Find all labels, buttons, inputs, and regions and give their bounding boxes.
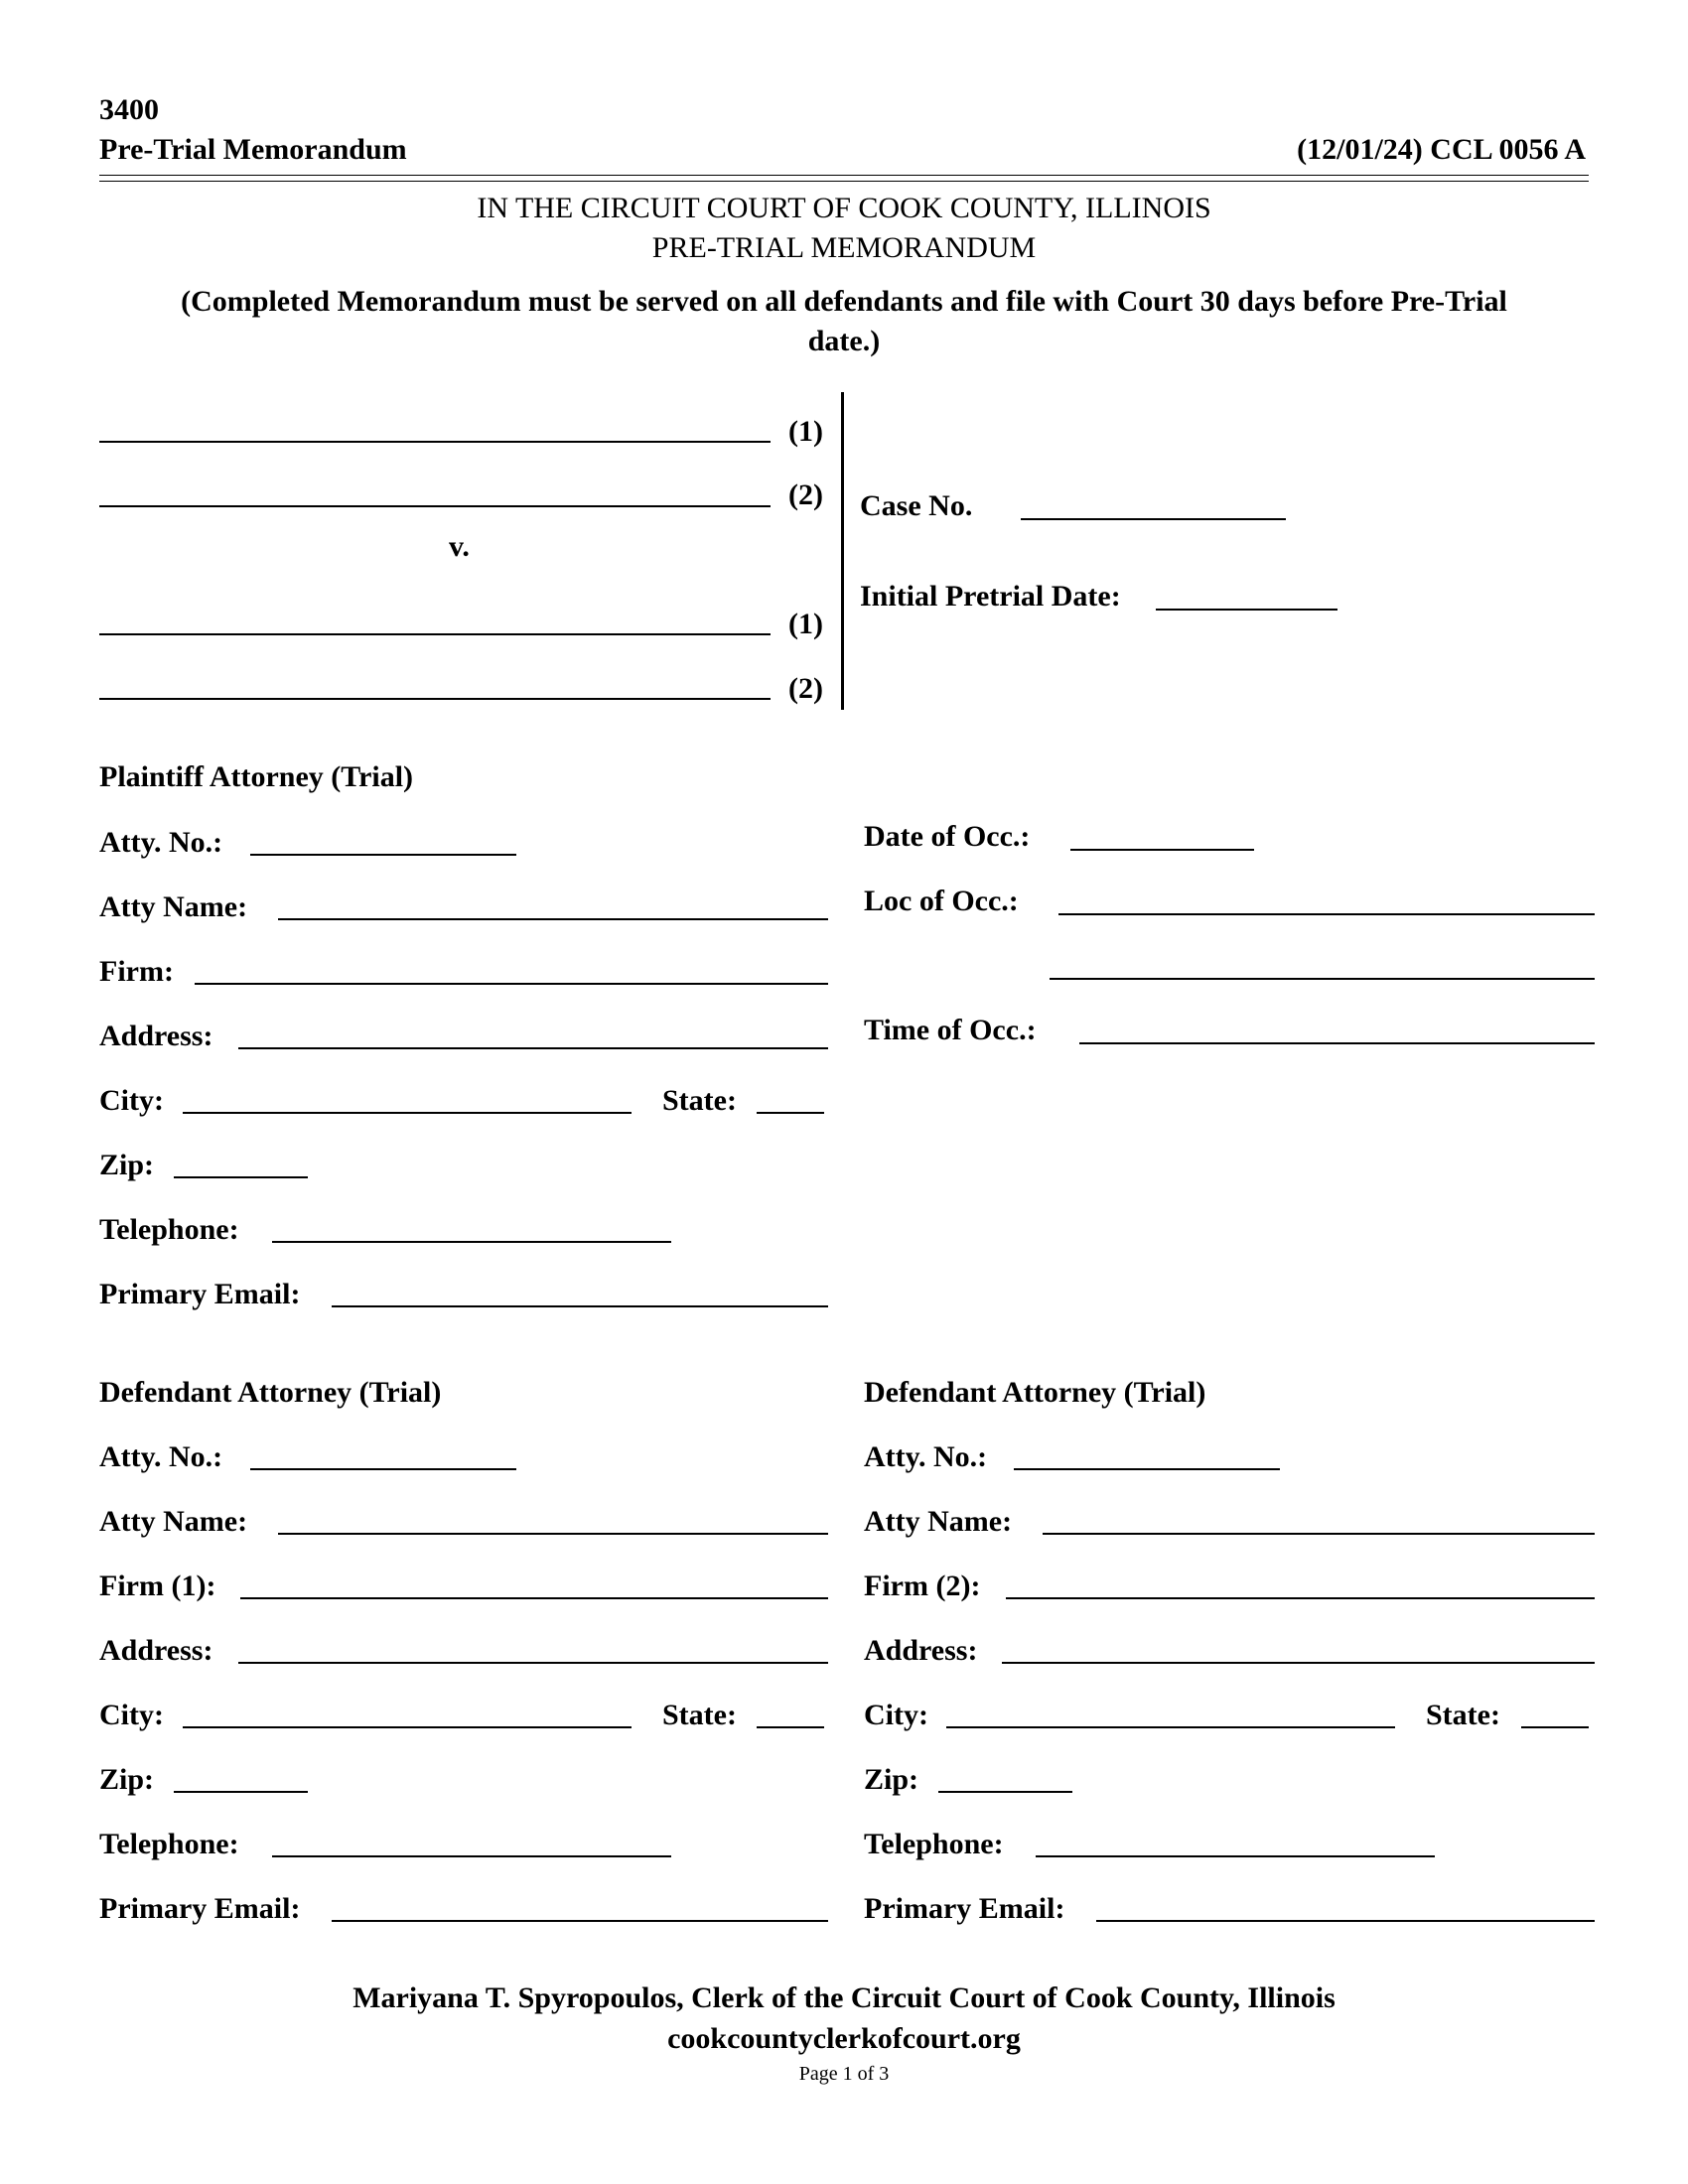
document-title: PRE-TRIAL MEMORANDUM	[651, 231, 1037, 264]
plaintiff-address-field[interactable]	[238, 1047, 828, 1049]
def1-address-label: Address:	[99, 1634, 213, 1667]
defendant-1-line[interactable]	[99, 633, 771, 635]
plaintiff-email-field[interactable]	[332, 1305, 828, 1307]
plaintiff-atty-no-label: Atty. No.:	[99, 826, 223, 859]
plaintiff-zip-field[interactable]	[174, 1176, 308, 1178]
plaintiff-telephone-label: Telephone:	[99, 1213, 239, 1246]
caption-divider	[841, 392, 844, 710]
def2-zip-field[interactable]	[938, 1791, 1072, 1793]
case-no-field[interactable]	[1021, 518, 1286, 520]
def1-zip-field[interactable]	[174, 1791, 308, 1793]
plaintiff-zip-label: Zip:	[99, 1149, 155, 1181]
def1-city-field[interactable]	[183, 1726, 632, 1728]
defendant-attorney-1-heading: Defendant Attorney (Trial)	[99, 1376, 442, 1409]
def2-atty-no-label: Atty. No.:	[864, 1440, 988, 1473]
def2-atty-name-field[interactable]	[1043, 1533, 1595, 1535]
def1-atty-name-field[interactable]	[278, 1533, 828, 1535]
defendant-2-line[interactable]	[99, 698, 771, 700]
footer-page-number: Page 1 of 3	[798, 2063, 890, 2085]
plaintiff-1-line[interactable]	[99, 441, 771, 443]
date-of-occurrence-label: Date of Occ.:	[864, 820, 1031, 853]
def1-state-label: State:	[662, 1699, 737, 1731]
form-title: Pre-Trial Memorandum	[99, 133, 407, 166]
court-title: IN THE CIRCUIT COURT OF COOK COUNTY, ILLINOIS	[477, 192, 1211, 224]
plaintiff-atty-no-field[interactable]	[250, 854, 516, 856]
defendant-1-marker: (1)	[788, 608, 823, 640]
plaintiff-atty-name-field[interactable]	[278, 918, 828, 920]
def2-atty-name-label: Atty Name:	[864, 1505, 1013, 1538]
def1-telephone-field[interactable]	[272, 1855, 671, 1857]
instruction-line-2: date.)	[807, 325, 881, 357]
plaintiff-state-field[interactable]	[757, 1112, 824, 1114]
case-no-label: Case No.	[860, 489, 973, 522]
def2-telephone-label: Telephone:	[864, 1828, 1004, 1860]
plaintiff-firm-label: Firm:	[99, 955, 174, 988]
def2-city-label: City:	[864, 1699, 928, 1731]
date-of-occurrence-field[interactable]	[1070, 849, 1254, 851]
def2-atty-no-field[interactable]	[1014, 1468, 1280, 1470]
plaintiff-state-label: State:	[662, 1084, 737, 1117]
def2-firm-label: Firm (2):	[864, 1570, 981, 1602]
plaintiff-city-field[interactable]	[183, 1112, 632, 1114]
def1-atty-name-label: Atty Name:	[99, 1505, 248, 1538]
initial-pretrial-date-label: Initial Pretrial Date:	[860, 580, 1121, 613]
def1-address-field[interactable]	[238, 1662, 828, 1664]
def2-email-field[interactable]	[1096, 1920, 1595, 1922]
def2-zip-label: Zip:	[864, 1763, 919, 1796]
def1-city-label: City:	[99, 1699, 164, 1731]
time-of-occurrence-label: Time of Occ.:	[864, 1014, 1037, 1046]
def1-atty-no-label: Atty. No.:	[99, 1440, 223, 1473]
initial-pretrial-date-field[interactable]	[1156, 609, 1337, 611]
def2-state-field[interactable]	[1521, 1726, 1589, 1728]
def2-address-field[interactable]	[1002, 1662, 1595, 1664]
def1-firm-label: Firm (1):	[99, 1570, 216, 1602]
footer-clerk: Mariyana T. Spyropoulos, Clerk of the Circuit Court of Cook County, Illinois	[352, 1981, 1336, 2014]
def2-city-field[interactable]	[946, 1726, 1395, 1728]
def1-telephone-label: Telephone:	[99, 1828, 239, 1860]
versus-label: v.	[449, 530, 470, 563]
plaintiff-email-label: Primary Email:	[99, 1278, 301, 1310]
def1-firm-field[interactable]	[240, 1597, 828, 1599]
plaintiff-address-label: Address:	[99, 1020, 213, 1052]
form-number: 3400	[99, 93, 159, 126]
defendant-attorney-2-heading: Defendant Attorney (Trial)	[864, 1376, 1206, 1409]
def1-atty-no-field[interactable]	[250, 1468, 516, 1470]
def1-email-label: Primary Email:	[99, 1892, 301, 1925]
def1-zip-label: Zip:	[99, 1763, 155, 1796]
def2-telephone-field[interactable]	[1036, 1855, 1435, 1857]
plaintiff-atty-name-label: Atty Name:	[99, 890, 248, 923]
def1-state-field[interactable]	[757, 1726, 824, 1728]
header-rule-top	[99, 175, 1589, 176]
location-of-occurrence-field[interactable]	[1058, 913, 1595, 915]
def2-firm-field[interactable]	[1006, 1597, 1595, 1599]
plaintiff-telephone-field[interactable]	[272, 1241, 671, 1243]
location-of-occurrence-label: Loc of Occ.:	[864, 885, 1019, 917]
footer-website[interactable]: cookcountyclerkofcourt.org	[667, 2022, 1021, 2055]
plaintiff-1-marker: (1)	[788, 415, 823, 448]
plaintiff-2-marker: (2)	[788, 478, 823, 511]
plaintiff-2-line[interactable]	[99, 505, 771, 507]
def2-state-label: State:	[1426, 1699, 1500, 1731]
plaintiff-city-label: City:	[99, 1084, 164, 1117]
plaintiff-attorney-heading: Plaintiff Attorney (Trial)	[99, 760, 414, 793]
defendant-2-marker: (2)	[788, 672, 823, 705]
time-of-occurrence-field[interactable]	[1079, 1042, 1595, 1044]
header-rule-bottom	[99, 181, 1589, 182]
form-code: (12/01/24) CCL 0056 A	[1297, 133, 1586, 166]
instruction-line-1: (Completed Memorandum must be served on all defendants and file with Court 30 days before Pre-Trial	[181, 285, 1507, 318]
def1-email-field[interactable]	[332, 1920, 828, 1922]
def2-email-label: Primary Email:	[864, 1892, 1065, 1925]
def2-address-label: Address:	[864, 1634, 978, 1667]
plaintiff-firm-field[interactable]	[195, 983, 828, 985]
location-of-occurrence-field-2[interactable]	[1050, 978, 1595, 980]
